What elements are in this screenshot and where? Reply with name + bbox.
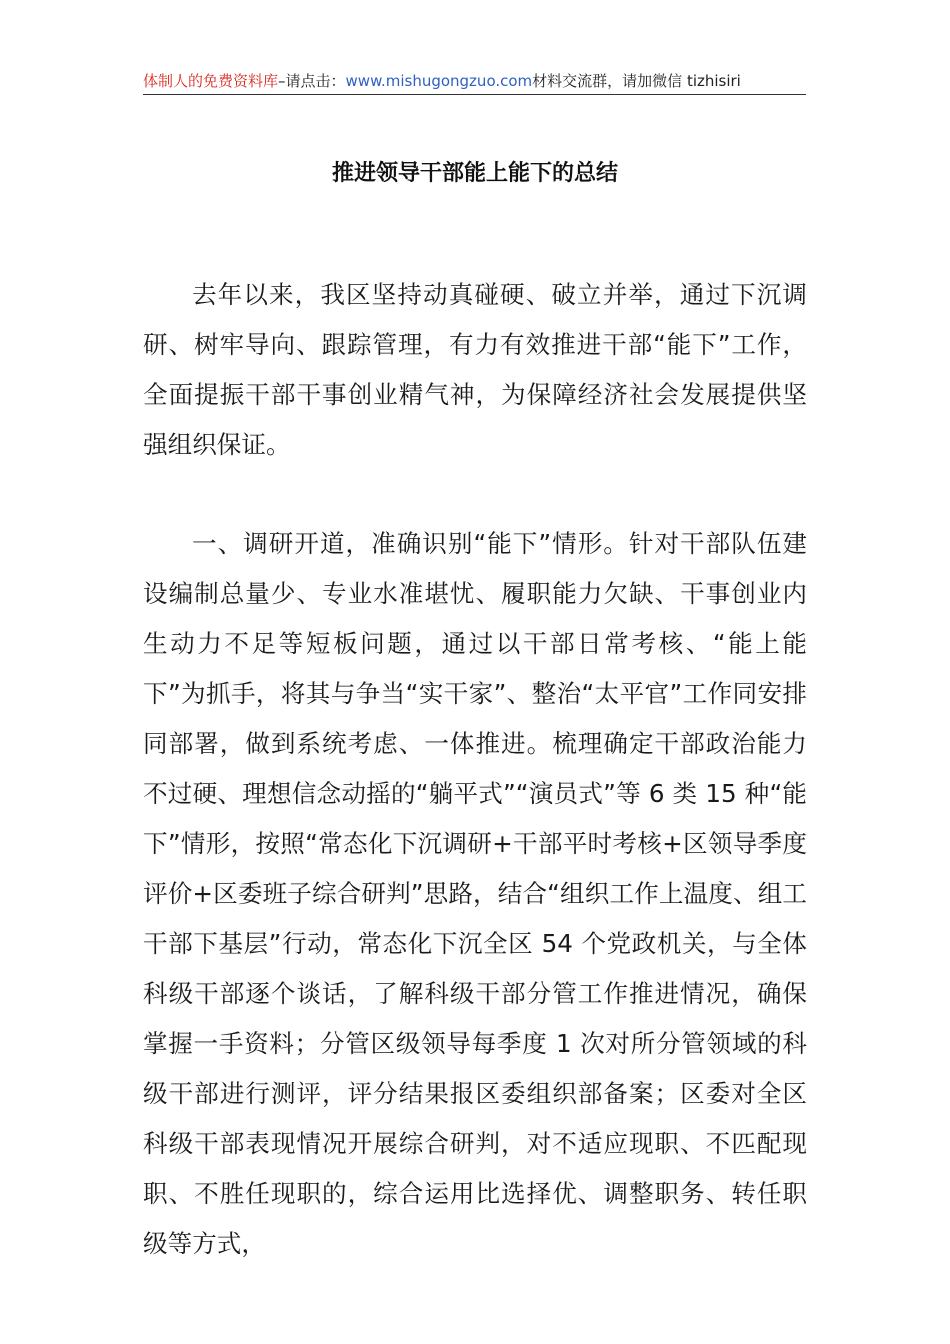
document-title: 推进领导干部能上能下的总结 bbox=[331, 161, 618, 186]
paragraph-intro: 去年以来，我区坚持动真碰硬、破立并举，通过下沉调研、树牢导向、跟踪管理，有力有效推进干部“能下”工作，全面提振干部干事创业精气神，为保障经济社会发展提供坚强组织保证。 bbox=[143, 280, 807, 459]
header-contact: 材料交流群，请加微信 tizhisiri bbox=[532, 72, 741, 90]
page-header bbox=[143, 68, 806, 95]
header-brand: 体制人的免费资料库 bbox=[143, 72, 279, 90]
header-link[interactable]: www.mishugongzuo.com bbox=[345, 72, 533, 90]
header-prompt: –请点击： bbox=[278, 72, 346, 90]
paragraph-section-one: 一、调研开道，准确识别“能下”情形。针对干部队伍建设编制总量少、专业水准堪忧、履职能力欠缺、干事创业内生动力不足等短板问题，通过以干部日常考核、“能上能下”为抓手，将其与争当“实干家”、整治“太平官”工作同安排同部署，做到系统考虑、一体推进。梳理确定干部政治能力不过硬、理想信念动摇的“躺平式”“演员式”等 6 类 15 种“能下”情形，按照“常态化下沉调研+干部平时考核+区领导季度评价+区委班子综合研判”思路，结合“组织工作上温度、组工干部下基层”行动，常态化下沉全区 54 个党政机关，与全体科级干部逐个谈话，了解科级干部分管工作推进情况，确保掌握一手资料；分管区级领导每季度 1 次对所分管领域的科级干部进行测评，评分结果报区委组织部备案；区委对全区科级干部表现情况开展综合研判，对不适应现职、不匹配现职、不胜任现职的，综合运用比选择优、调整职务、转任职级等方式， bbox=[143, 529, 807, 1258]
